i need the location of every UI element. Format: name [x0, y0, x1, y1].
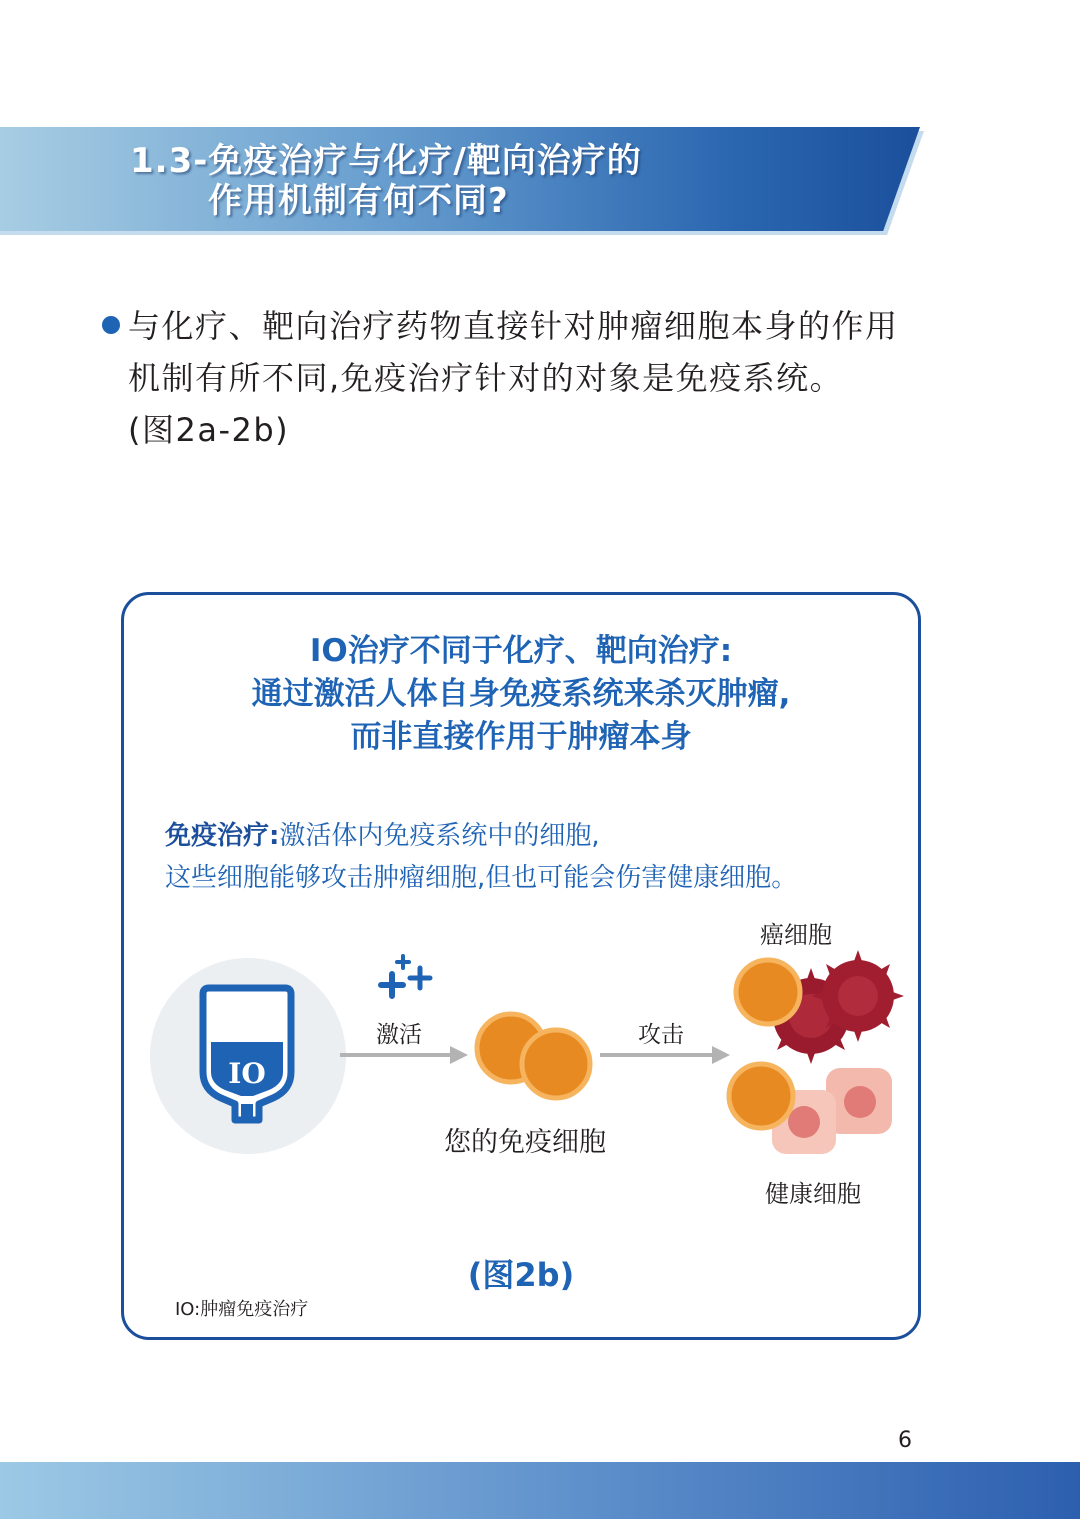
sparkle-plus-icon	[376, 952, 436, 1000]
figure-heading	[121, 630, 921, 759]
page-number: 6	[898, 1428, 912, 1453]
bullet-line2: 机制有所不同,免疫治疗针对的对象是免疫系统。	[128, 359, 844, 397]
attack-arrow-icon	[600, 1044, 732, 1066]
desc-term: 免疫治疗:	[165, 821, 280, 851]
bullet-line1: 与化疗、靶向治疗药物直接针对肿瘤细胞本身的作用	[128, 307, 899, 345]
activate-label: 激活	[376, 1022, 422, 1048]
healthy-cells-label: 健康细胞	[765, 1180, 861, 1208]
section-title-line2: 作用机制有何不同?	[208, 181, 509, 221]
io-bag-label: IO	[228, 1057, 266, 1090]
bullet-dot-icon	[102, 316, 120, 334]
figure-heading-line1: IO治疗不同于化疗、靶向治疗:	[309, 633, 733, 669]
figure-footnote: IO:肿瘤免疫治疗	[175, 1299, 309, 1320]
bullet-paragraph	[128, 300, 958, 456]
footer-bar	[0, 1462, 1080, 1519]
immune-cells-label: 您的免疫细胞	[444, 1127, 606, 1158]
figure-description-line2: 这些细胞能够攻击肿瘤细胞,但也可能会伤害健康细胞。	[165, 863, 798, 893]
figure-description	[165, 815, 905, 899]
figure-heading-line3: 而非直接作用于肿瘤本身	[350, 719, 692, 755]
figure-caption: (图2b)	[467, 1256, 575, 1294]
io-iv-bag-icon	[197, 980, 297, 1130]
figure-heading-line2: 通过激活人体自身免疫系统来杀灭肿瘤,	[251, 676, 791, 712]
figure-description-line1	[165, 815, 905, 857]
cancer-cells-label: 癌细胞	[760, 921, 832, 949]
bullet-line3: (图2a-2b)	[128, 411, 290, 449]
desc-line1-text: 激活体内免疫系统中的细胞,	[279, 821, 600, 851]
section-title-line1: 1.3-免疫治疗与化疗/靶向治疗的	[130, 141, 642, 181]
activate-arrow-icon	[340, 1044, 470, 1066]
attack-label: 攻击	[638, 1022, 684, 1048]
section-title	[130, 141, 642, 221]
